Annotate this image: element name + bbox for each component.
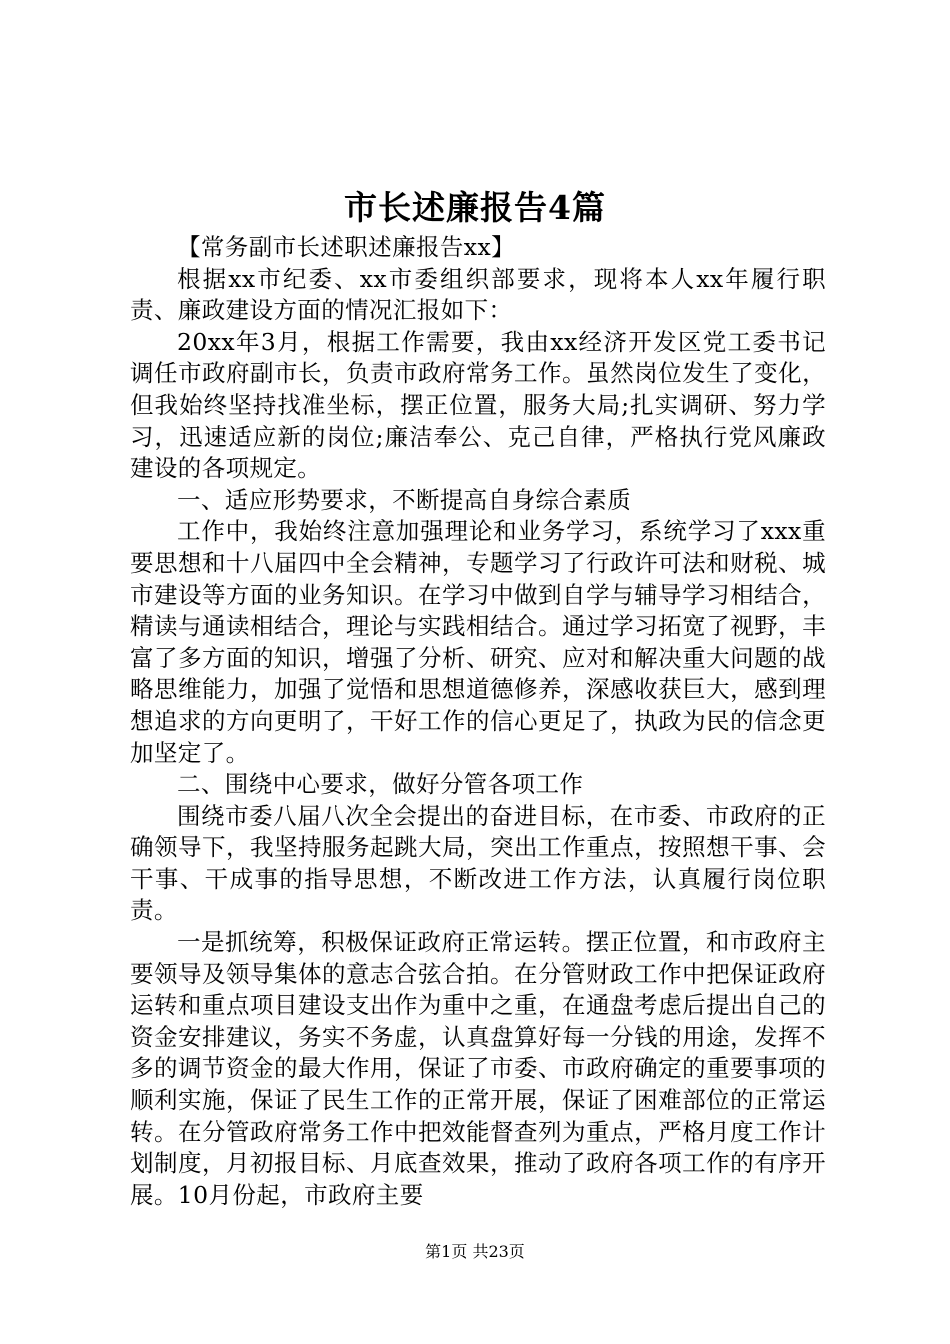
page-footer: 第1页 共23页 [425, 1242, 525, 1261]
paragraph: 工作中，我始终注意加强理论和业务学习，系统学习了xxx重要思想和十八届四中全会精神，专题学习了行政许可法和财税、城市建设等方面的业务知识。在学习中做到自学与辅导学习相结合，精读与通读相结合，理论与实践相结合。通过学习拓宽了视野，丰富了多方面的知识，增强了分析、研究、应对和解决重大问题的战略思维能力，加强了觉悟和思想道德修养，深感收获巨大，感到理想追求的方向更明了，干好工作的信心更足了，执政为民的信念更加坚定了。 [130, 517, 826, 767]
section-heading-2: 二、围绕中心要求，做好分管各项工作 [177, 770, 584, 799]
document-body [130, 232, 826, 1211]
document-title: 市长述廉报告4篇 [344, 188, 606, 227]
paragraph: 20xx年3月，根据工作需要，我由xx经济开发区党工委书记调任市政府副市长，负责市政府常务工作。虽然岗位发生了变化，但我始终坚持找准坐标，摆正位置，服务大局;扎实调研、努力学习，迅速适应新的岗位;廉洁奉公、克己自律，严格执行党风廉政建设的各项规定。 [130, 327, 826, 483]
section-heading-1: 一、适应形势要求，不断提高自身综合素质 [177, 485, 632, 514]
paragraph: 一是抓统筹，积极保证政府正常运转。摆正位置，和市政府主要领导及领导集体的意志合弦合拍。在分管财政工作中把保证政府运转和重点项目建设支出作为重中之重，在通盘考虑后提出自己的资金安排建议，务实不务虚，认真盘算好每一分钱的用途，发挥不多的调节资金的最大作用，保证了市委、市政府确定的重要事项的顺利实施，保证了民生工作的正常开展，保证了困难部位的正常运转。在分管政府常务工作中把效能督查列为重点，严格月度工作计划制度，月初报目标、月底查效果，推动了政府各项工作的有序开展。10月份起，市政府主要 [130, 928, 826, 1209]
paragraph: 围绕市委八届八次全会提出的奋进目标，在市委、市政府的正确领导下，我坚持服务起跳大局，突出工作重点，按照想干事、会干事、干成事的指导思想，不断改进工作方法，认真履行岗位职责。 [130, 801, 826, 925]
paragraph-subtitle: 【常务副市长述职述廉报告xx】 [177, 233, 516, 261]
paragraph-intro: 根据xx市纪委、xx市委组织部要求，现将本人xx年履行职责、廉政建设方面的情况汇报如下： [130, 264, 826, 325]
